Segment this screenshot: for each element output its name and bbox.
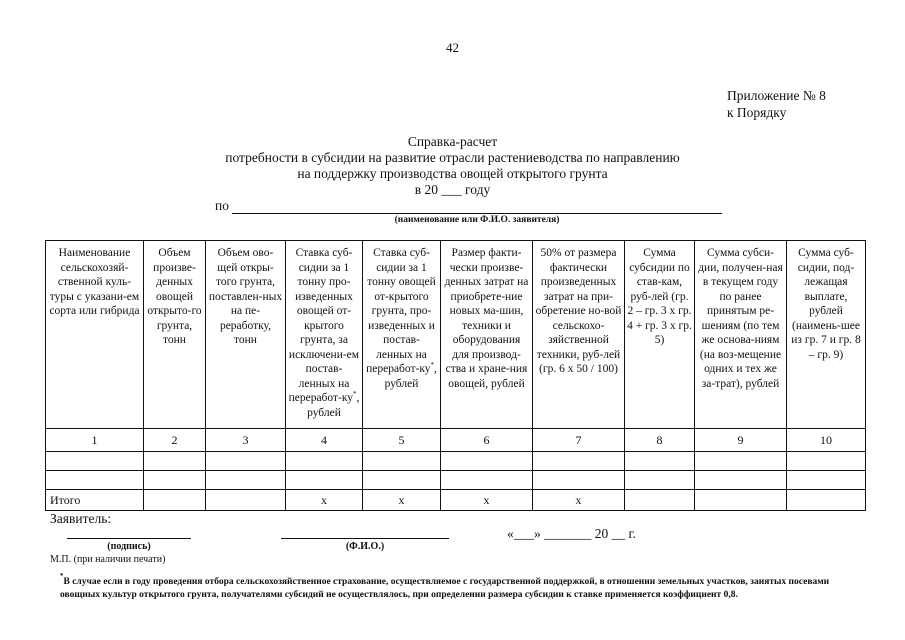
table-cell[interactable] <box>206 471 286 490</box>
header-col-4-text: Ставка суб-сидии за 1 тонну про-изведенных овощей от-крытого грунта, за исключени-ем постав-ленных на переработ-ку <box>288 247 360 404</box>
table-cell[interactable] <box>625 452 695 471</box>
name-caption: (Ф.И.О.) <box>345 541 385 552</box>
recipient-field-line[interactable] <box>232 213 722 214</box>
total-cell: x <box>441 490 533 511</box>
table-cell[interactable] <box>46 452 144 471</box>
document-title <box>0 134 905 198</box>
table-cell[interactable] <box>286 471 363 490</box>
total-label: Итого <box>46 490 144 511</box>
total-cell: x <box>363 490 441 511</box>
column-number: 2 <box>144 429 206 452</box>
column-number: 5 <box>363 429 441 452</box>
table-cell[interactable] <box>441 452 533 471</box>
table-row <box>46 471 866 490</box>
total-cell[interactable] <box>625 490 695 511</box>
header-col-5 <box>363 241 441 429</box>
table-cell[interactable] <box>144 471 206 490</box>
table-cell[interactable] <box>363 452 441 471</box>
total-cell: x <box>286 490 363 511</box>
table-cell[interactable] <box>625 471 695 490</box>
column-number: 4 <box>286 429 363 452</box>
column-number: 10 <box>787 429 866 452</box>
header-col-8: Сумма субсидии по став-кам, руб-лей (гр. 2 – гр. 3 x гр. 4 + гр. 3 x гр. 5) <box>625 241 695 429</box>
recipient-label: по <box>215 198 229 213</box>
total-row <box>46 490 866 511</box>
appendix-line-2: к Порядку <box>727 105 787 120</box>
table-cell[interactable] <box>144 452 206 471</box>
total-cell: x <box>533 490 625 511</box>
subsidy-table <box>45 240 866 511</box>
total-cell[interactable] <box>206 490 286 511</box>
table-row <box>46 452 866 471</box>
header-col-6: Размер факти-чески произве-денных затрат на приобрете-ние новых ма-шин, техники и оборудования для производ-ства и хране-ния овощей, рублей <box>441 241 533 429</box>
name-field-line[interactable] <box>281 538 449 539</box>
header-col-7: 50% от размера фактически произведенных затрат на при-обретение но-вой сельскохо-зяйственной техники, руб-лей (гр. 6 x 50 / 100) <box>533 241 625 429</box>
signature-field-line[interactable] <box>67 538 191 539</box>
total-cell[interactable] <box>144 490 206 511</box>
column-number: 1 <box>46 429 144 452</box>
header-col-1: Наименование сельскохозяй-ственной куль-туры с указани-ем сорта или гибрида <box>46 241 144 429</box>
table-cell[interactable] <box>533 471 625 490</box>
recipient-caption: (наименование или Ф.И.О. заявителя) <box>394 215 560 225</box>
header-col-3: Объем ово-щей откры-того грунта, поставлен-ных на пе-реработку, тонн <box>206 241 286 429</box>
table-cell[interactable] <box>363 471 441 490</box>
column-number-row <box>46 429 866 452</box>
header-col-5-text: Ставка суб-сидии за 1 тонну овощей от-крытого грунта, про-изведенных и постав-ленных на переработ-ку <box>366 247 436 375</box>
column-number: 3 <box>206 429 286 452</box>
footnote-text: В случае если в году проведения отбора сельскохозяйственное страхование, осуществляемое с государственной поддержкой, в отношении земельных участков, занятых посевами овощных культур открытого грунта, получателями субсидий не осуществлялось, при определении размера субсидии к ставке применяется коэффициент 0,8. <box>60 577 830 600</box>
footnote <box>60 572 860 602</box>
appendix-line-1: Приложение № 8 <box>727 88 826 103</box>
header-col-4-suffix: , рублей <box>307 392 360 419</box>
total-cell[interactable] <box>787 490 866 511</box>
title-line-1: Справка-расчет <box>407 134 498 149</box>
header-col-4-footnote-mark: * <box>353 390 357 399</box>
column-number: 8 <box>625 429 695 452</box>
header-col-9: Сумма субси-дии, получен-ная в текущем году по ранее принятым ре-шениям (по тем же основа-ниям (на воз-мещение одних и тех же за-трат), рублей <box>695 241 787 429</box>
page-number: 42 <box>446 40 459 55</box>
table-cell[interactable] <box>46 471 144 490</box>
signature-caption: (подпись) <box>107 541 151 552</box>
column-number: 7 <box>533 429 625 452</box>
table-cell[interactable] <box>533 452 625 471</box>
title-line-3: на поддержку производства овощей открытого грунта <box>297 166 608 181</box>
header-col-5-suffix: , рублей <box>384 363 437 390</box>
header-col-2: Объем произве-денных овощей открыто-го грунта, тонн <box>144 241 206 429</box>
header-col-4 <box>286 241 363 429</box>
table-cell[interactable] <box>787 471 866 490</box>
column-number: 6 <box>441 429 533 452</box>
table-cell[interactable] <box>695 471 787 490</box>
applicant-label: Заявитель: <box>50 511 112 526</box>
table-cell[interactable] <box>441 471 533 490</box>
table-cell[interactable] <box>206 452 286 471</box>
total-cell[interactable] <box>695 490 787 511</box>
stamp-note: М.П. (при наличии печати) <box>50 554 166 565</box>
footnote-mark: * <box>60 572 64 580</box>
appendix-note <box>727 87 826 121</box>
date-field[interactable]: «___» _______ 20 __ г. <box>507 526 636 541</box>
column-number: 9 <box>695 429 787 452</box>
table-cell[interactable] <box>286 452 363 471</box>
title-line-4: в 20 ___ году <box>414 182 491 197</box>
title-line-2: потребности в субсидии на развитие отрасли растениеводства по направлению <box>225 150 680 165</box>
table-cell[interactable] <box>787 452 866 471</box>
header-col-5-footnote-mark: * <box>430 361 435 370</box>
header-col-10: Сумма суб-сидии, под-лежащая выплате, рублей (наимень-шее из гр. 7 и гр. 8 – гр. 9) <box>787 241 866 429</box>
table-cell[interactable] <box>695 452 787 471</box>
